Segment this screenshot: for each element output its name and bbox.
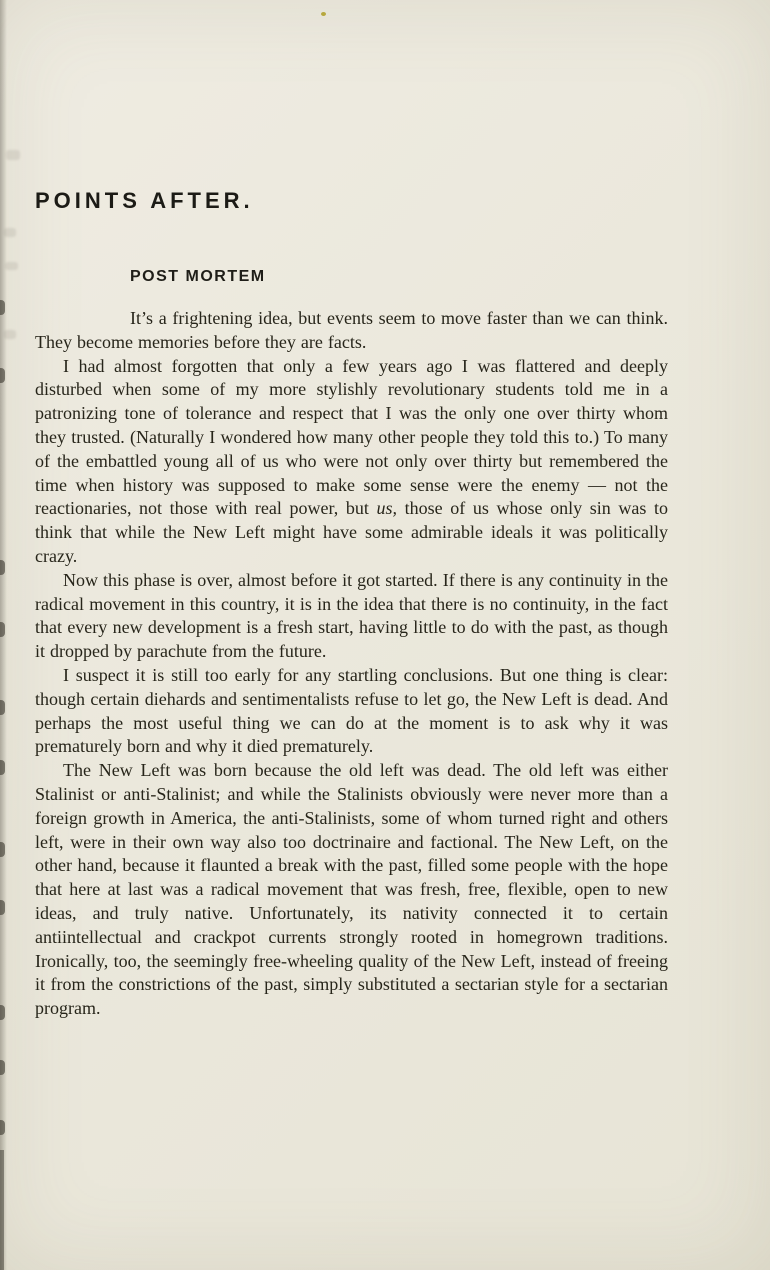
dust-speck bbox=[321, 12, 326, 16]
scan-artifact bbox=[0, 760, 5, 775]
scan-artifact bbox=[0, 900, 5, 915]
scan-artifact bbox=[0, 1150, 4, 1270]
scan-artifact bbox=[0, 700, 5, 715]
section-heading: POST MORTEM bbox=[130, 268, 266, 285]
paragraph: The New Left was born because the old left was dead. The old left was either Stalinist or anti-Stalinist; and while the Stalinists obviously were never more than a foreign growth in America, the anti-Stalinists, some of whom turned right and others left, were in their own way also too doctrinaire and factional. The New Left, on the other hand, because it flaunted a break with the past, filled some people with the hope that here at last was a radical movement that was fresh, free, flexible, open to new ideas, and truly native. Unfortunately, its nativity connected it to certain antiintellectual and crackpot currents strongly rooted in homegrown traditions. Ironically, too, the seemingly free-wheeling quality of the New Left, instead of freeing it from the constrictions of the past, simply substituted a sectarian style for a sectarian program. bbox=[35, 760, 668, 1019]
scan-artifact bbox=[0, 560, 5, 575]
scan-smudge bbox=[4, 330, 16, 339]
scan-artifact bbox=[0, 300, 5, 315]
scan-smudge bbox=[6, 150, 20, 160]
paragraph: Now this phase is over, almost before it got started. If there is any continuity in the radical movement in this country, it is in the idea that there is no continuity, in the fact that every new development is a fresh start, having little to do with the past, as though it dropped by parachute from the future. bbox=[35, 569, 668, 662]
paragraph: It’s a frightening idea, but events seem to move faster than we can think. They become memories before they are facts. bbox=[35, 308, 668, 352]
scan-artifact bbox=[0, 1120, 5, 1135]
paragraph: I suspect it is still too early for any startling conclusions. But one thing is clear: though certain diehards and sentimentalists refuse to let go, the New Left is dead. And perhaps the most useful thing we can do at the moment is to ask why it was prematurely born and why it died prematurely. bbox=[35, 664, 668, 757]
scan-smudge bbox=[4, 228, 16, 237]
body-text bbox=[35, 307, 668, 1021]
paragraph: I had almost forgotten that only a few years ago I was flattered and deeply disturbed when some of my more stylishly revolutionary students told me in a patronizing tone of tolerance and respect that I was the only one over thirty whom they trusted. (Naturally I wondered how many other people they told this to.) To many of the embattled young all of us who were not only over thirty but remembered the time when history was supposed to make some sense were the enemy — not the reactionaries, not those with real power, but us, those of us whose only sin was to think that while the New Left might have some admirable ideals it was politically crazy. bbox=[35, 355, 668, 566]
scan-artifact bbox=[0, 368, 5, 383]
scan-artifact bbox=[0, 622, 5, 637]
scan-artifact bbox=[0, 1005, 5, 1020]
page-title: POINTS AFTER. bbox=[35, 188, 254, 213]
scan-artifact bbox=[0, 1060, 5, 1075]
scan-artifact bbox=[0, 842, 5, 857]
scan-smudge bbox=[5, 262, 18, 270]
